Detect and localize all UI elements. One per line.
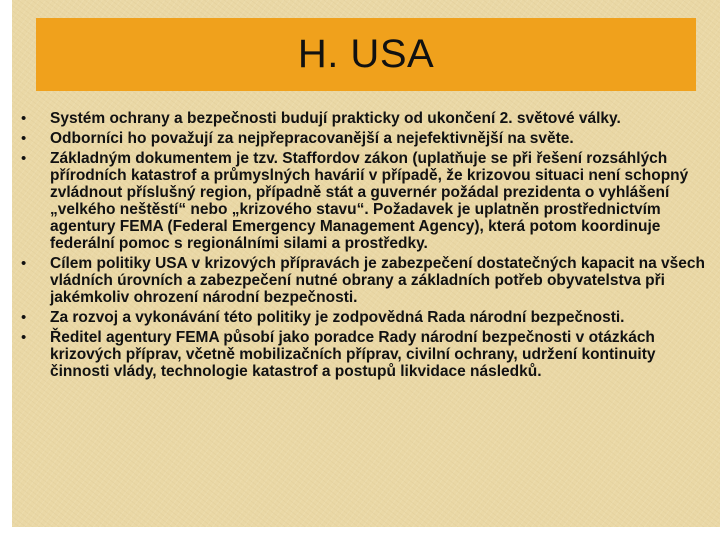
bullet-text: Za rozvoj a vykonávání této politiky je zodpovědná Rada národní bezpečnosti. [50,309,625,326]
bullet-text: Odborníci ho považují za nejpřepracovanější a nejefektivnější na světe. [50,130,574,147]
bullet-text: Systém ochrany a bezpečnosti budují prakticky od ukončení 2. světové války. [50,110,621,127]
slide [12,0,720,527]
bullet-text: Ředitel agentury FEMA působí jako poradce Rady národní bezpečnosti v otázkách krizových příprav, včetně mobilizačních příprav, civilní ochrany, udržení kontinuity činnosti vlády, technologie katastrof a postupů likvidace následků. [50,329,656,380]
bullet-text: Základným dokumentem je tzv. Staffordov zákon (uplatňuje se při řešení rozsáhlých přírodních katastrof a průmyslných havárií v případě, že krizovou situaci není schopný zvládnout příslušný region, případně stát a guvernér požádal prezidenta o vyhlášení „velkého neštěstí“ nebo „krizového stavu“. Požadavek je uplatněn prostřednictvím agentury FEMA (Federal Emergency Management Agency), která potom koordinuje federální pomoc s regionálními silami a prostředky. [50,150,689,252]
bullet-item [18,130,706,147]
bullet-item [18,329,706,380]
bullet-icon: • [21,309,27,326]
bullet-icon: • [21,130,27,147]
bullet-icon: • [21,255,27,272]
slide-title: H. USA [297,32,435,76]
bullet-list [18,110,706,380]
bullet-item [18,255,706,306]
bullet-text: Cílem politiky USA v krizových přípravách je zabezpečení dostatečných kapacit na všech vládních úrovních a zabezpečení nutné obrany a základních potřeb obyvatelstva při jakémkoliv ohrození národní bezpečnosti. [50,255,705,306]
bullet-item [18,309,706,326]
bullet-icon: • [21,110,27,127]
bullet-item [18,150,706,252]
title-bar [36,18,696,91]
bullet-icon: • [21,329,27,346]
bullet-item [18,110,706,127]
bullet-icon: • [21,150,27,167]
